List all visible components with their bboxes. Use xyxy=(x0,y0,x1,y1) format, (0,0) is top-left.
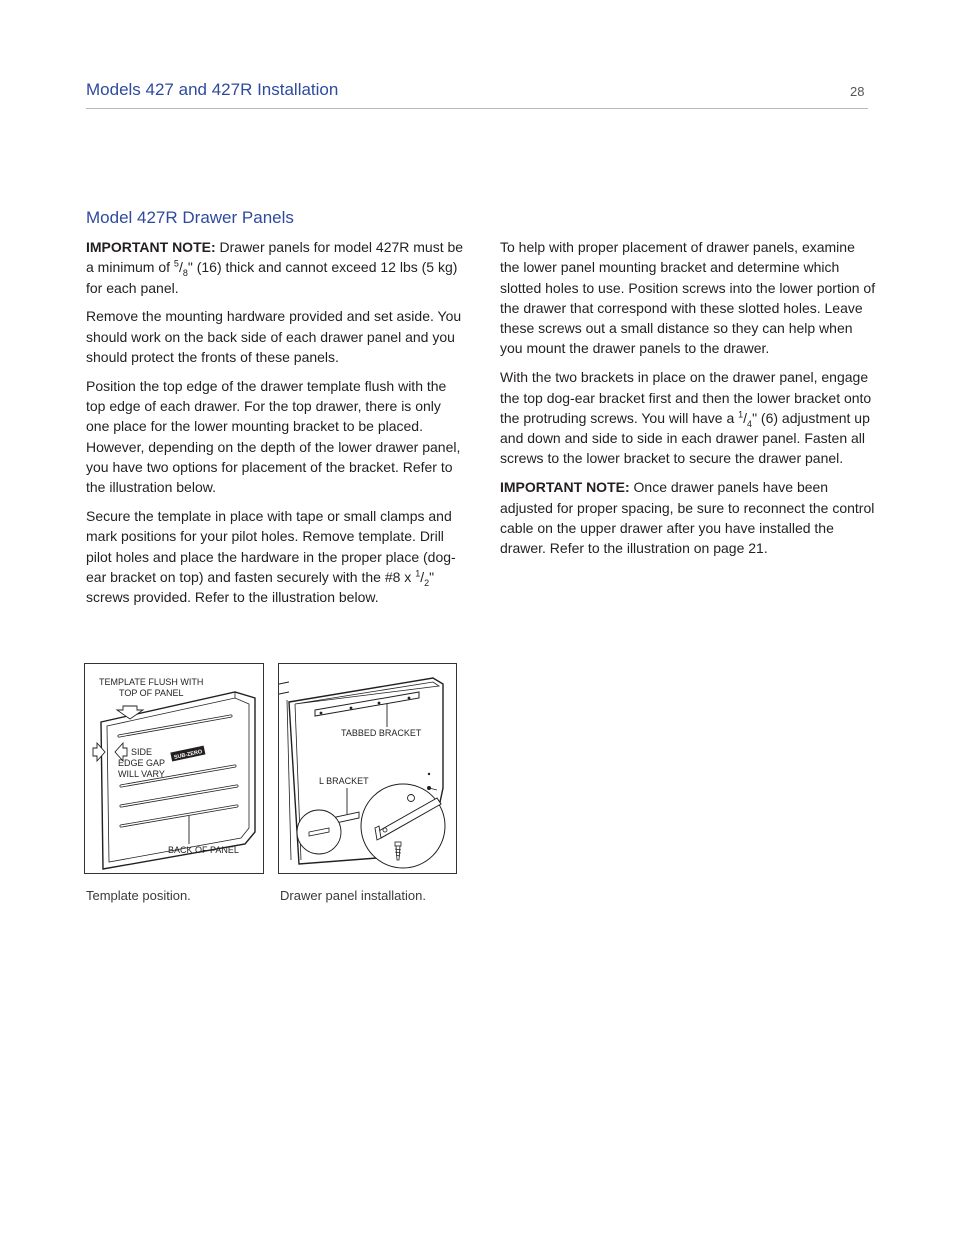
right-paragraph-2: With the two brackets in place on the drawer panel, engage the top dog-ear bracket first and then the lower bracket onto the protruding screws. You will have a $^1/_4$" (6) adjustment up and down and side to side in each drawer panel. Fasten all screws to the lower bracket to secure the drawer panel. xyxy=(500,369,872,467)
label-l-bracket: L BRACKET xyxy=(319,776,369,786)
label-template-flush: TEMPLATE FLUSH WITH xyxy=(99,677,204,687)
page-header-title: Models 427 and 427R Installation xyxy=(86,80,339,99)
svg-text:SUB-ZERO: SUB-ZERO xyxy=(173,749,203,761)
label-side: SIDE xyxy=(131,747,153,757)
section-title: Model 427R Drawer Panels xyxy=(86,208,294,227)
important-note-label: IMPORTANT NOTE: xyxy=(500,479,630,496)
panel-outline xyxy=(101,692,255,869)
label-tabbed-bracket: TABBED BRACKET xyxy=(341,728,422,738)
label-top-of-panel: TOP OF PANEL xyxy=(119,688,184,698)
label-will-vary: WILL VARY xyxy=(118,769,165,779)
header-divider xyxy=(86,108,868,109)
left-paragraph-4: Secure the template in place with tape or small clamps and mark positions for your pilot holes. Remove template. Drill pilot holes and place the hardware in the proper place (dog-ear bracket on top) and fasten securely with the #8 x $^1/_2$" screws provided. Refer to the illustration below. xyxy=(86,508,456,606)
drawer-panel-installation-illustration xyxy=(279,664,456,873)
important-note-label: IMPORTANT NOTE: xyxy=(86,239,216,255)
label-back-of-panel: BACK OF PANEL xyxy=(168,845,239,855)
left-column xyxy=(86,237,464,616)
page-number: 28 xyxy=(850,84,865,99)
drawer-panel-installation-figure xyxy=(278,663,457,874)
template-position-illustration xyxy=(85,664,263,873)
right-paragraph-3: IMPORTANT NOTE: Once drawer panels have been adjusted for proper spacing, be sure to reconnect the control cable on the upper drawer after you have installed the drawer. Refer to the illustration on page 21. xyxy=(500,479,875,557)
left-paragraph-3: Position the top edge of the drawer template flush with the top edge of each drawer. For the top drawer, there is only one place for the lower mounting bracket to be placed. However, depending on the depth of the lower drawer panel, you have two options for placement of the bracket. Refer to the illustration below. xyxy=(86,377,461,496)
template-position-figure xyxy=(84,663,264,874)
left-paragraph-2: Remove the mounting hardware provided and set aside. You should work on the back side of each drawer panel and you should protect the fronts of these panels. xyxy=(86,308,462,365)
figure-caption-template-position: Template position. xyxy=(86,888,191,903)
label-edge-gap: EDGE GAP xyxy=(118,758,166,768)
right-column xyxy=(500,237,878,567)
right-paragraph-1: To help with proper placement of drawer panels, examine the lower panel mounting bracket and determine which slotted holes to use. Position screws into the lower portion of the drawer that correspond with these slotted holes. Leave these screws out a small distance so they can help when you mount the drawer panels to the drawer. xyxy=(500,239,876,357)
figure-caption-drawer-panel-installation: Drawer panel installation. xyxy=(280,888,426,903)
left-paragraph-1: IMPORTANT NOTE: Drawer panels for model 427R must be a minimum of $^5/_8$" (16) thick and cannot exceed 12 lbs (5 kg) for each panel. xyxy=(86,239,464,296)
